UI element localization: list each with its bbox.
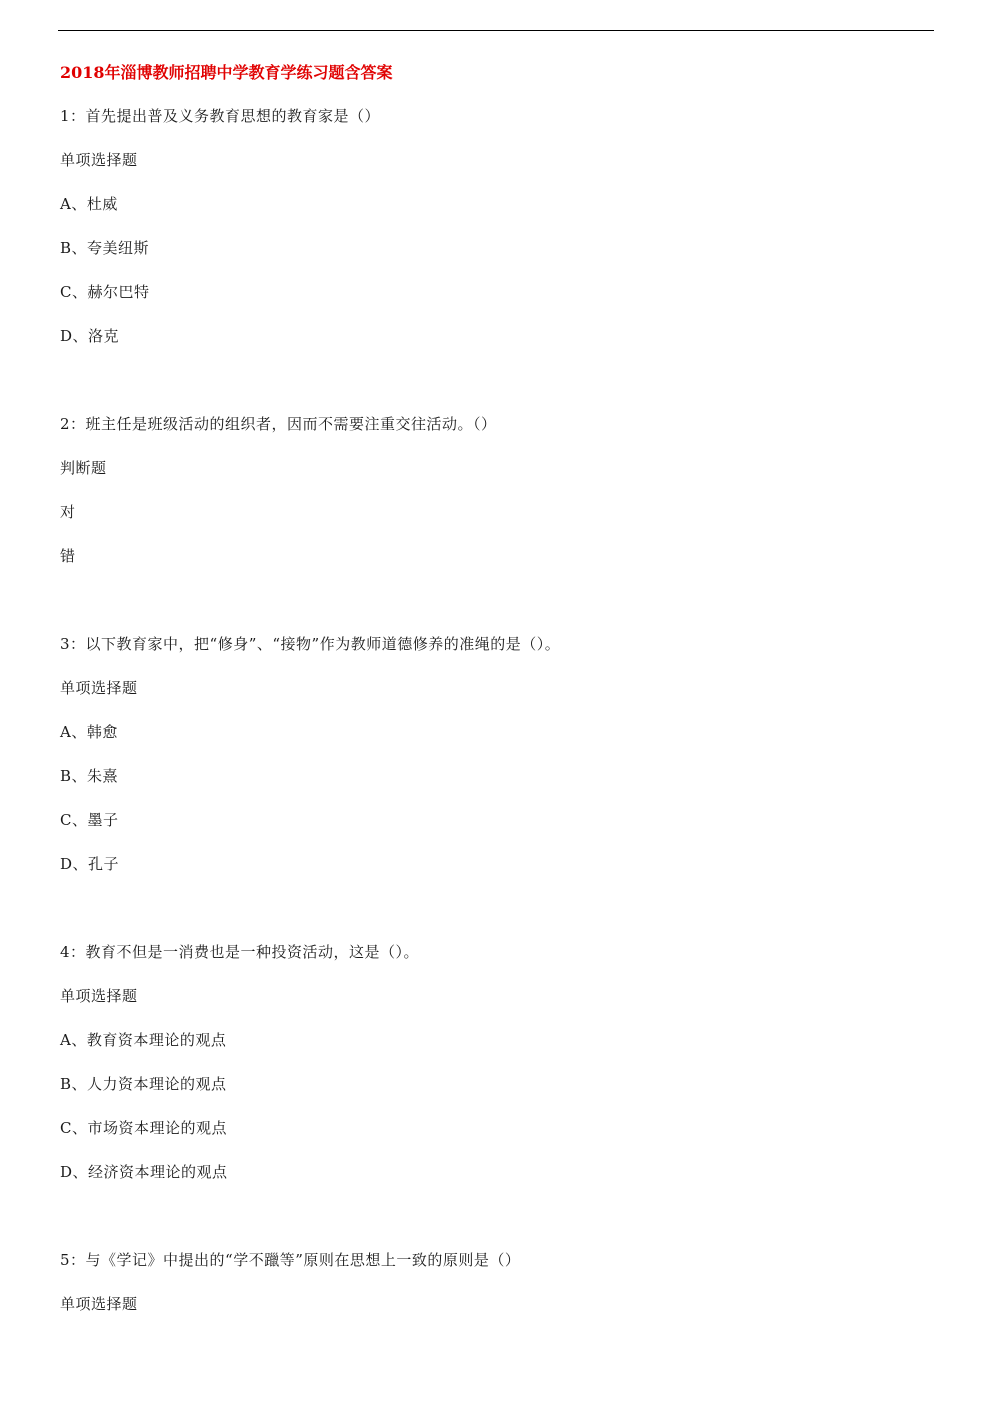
question-1-option-a: A、杜威 [60,195,118,213]
question-3-stem: 3：以下教育家中，把“修身”、“接物”作为教师道德修养的准绳的是（）。 [60,635,561,653]
question-4-option-a: A、教育资本理论的观点 [60,1031,227,1049]
question-3-option-c: C、墨子 [60,811,119,829]
question-2-stem: 2：班主任是班级活动的组织者，因而不需要注重交往活动。（） [60,415,497,433]
question-1-stem: 1：首先提出普及义务教育思想的教育家是（） [60,107,381,125]
question-2-option-false: 错 [60,547,76,565]
question-3-option-a: A、韩愈 [60,723,118,741]
question-1-type: 单项选择题 [60,151,138,169]
question-4-option-b: B、人力资本理论的观点 [60,1075,227,1093]
question-1-option-d: D、洛克 [60,327,120,345]
question-2-type: 判断题 [60,459,107,477]
question-3-option-d: D、孔子 [60,855,120,873]
question-5-type: 单项选择题 [60,1295,138,1313]
document-title: 2018年淄博教师招聘中学教育学练习题含答案 [60,63,393,82]
question-1-option-c: C、赫尔巴特 [60,283,150,301]
question-3-type: 单项选择题 [60,679,138,697]
question-4-stem: 4：教育不但是一消费也是一种投资活动，这是（）。 [60,943,420,961]
question-3-option-b: B、朱熹 [60,767,119,785]
question-2-option-true: 对 [60,503,76,521]
question-4-type: 单项选择题 [60,987,138,1005]
header-rule [58,30,934,31]
question-4-option-d: D、经济资本理论的观点 [60,1163,228,1181]
question-5-stem: 5：与《学记》中提出的“学不躐等”原则在思想上一致的原则是（） [60,1251,521,1269]
question-4-option-c: C、市场资本理论的观点 [60,1119,227,1137]
question-1-option-b: B、夸美纽斯 [60,239,150,257]
